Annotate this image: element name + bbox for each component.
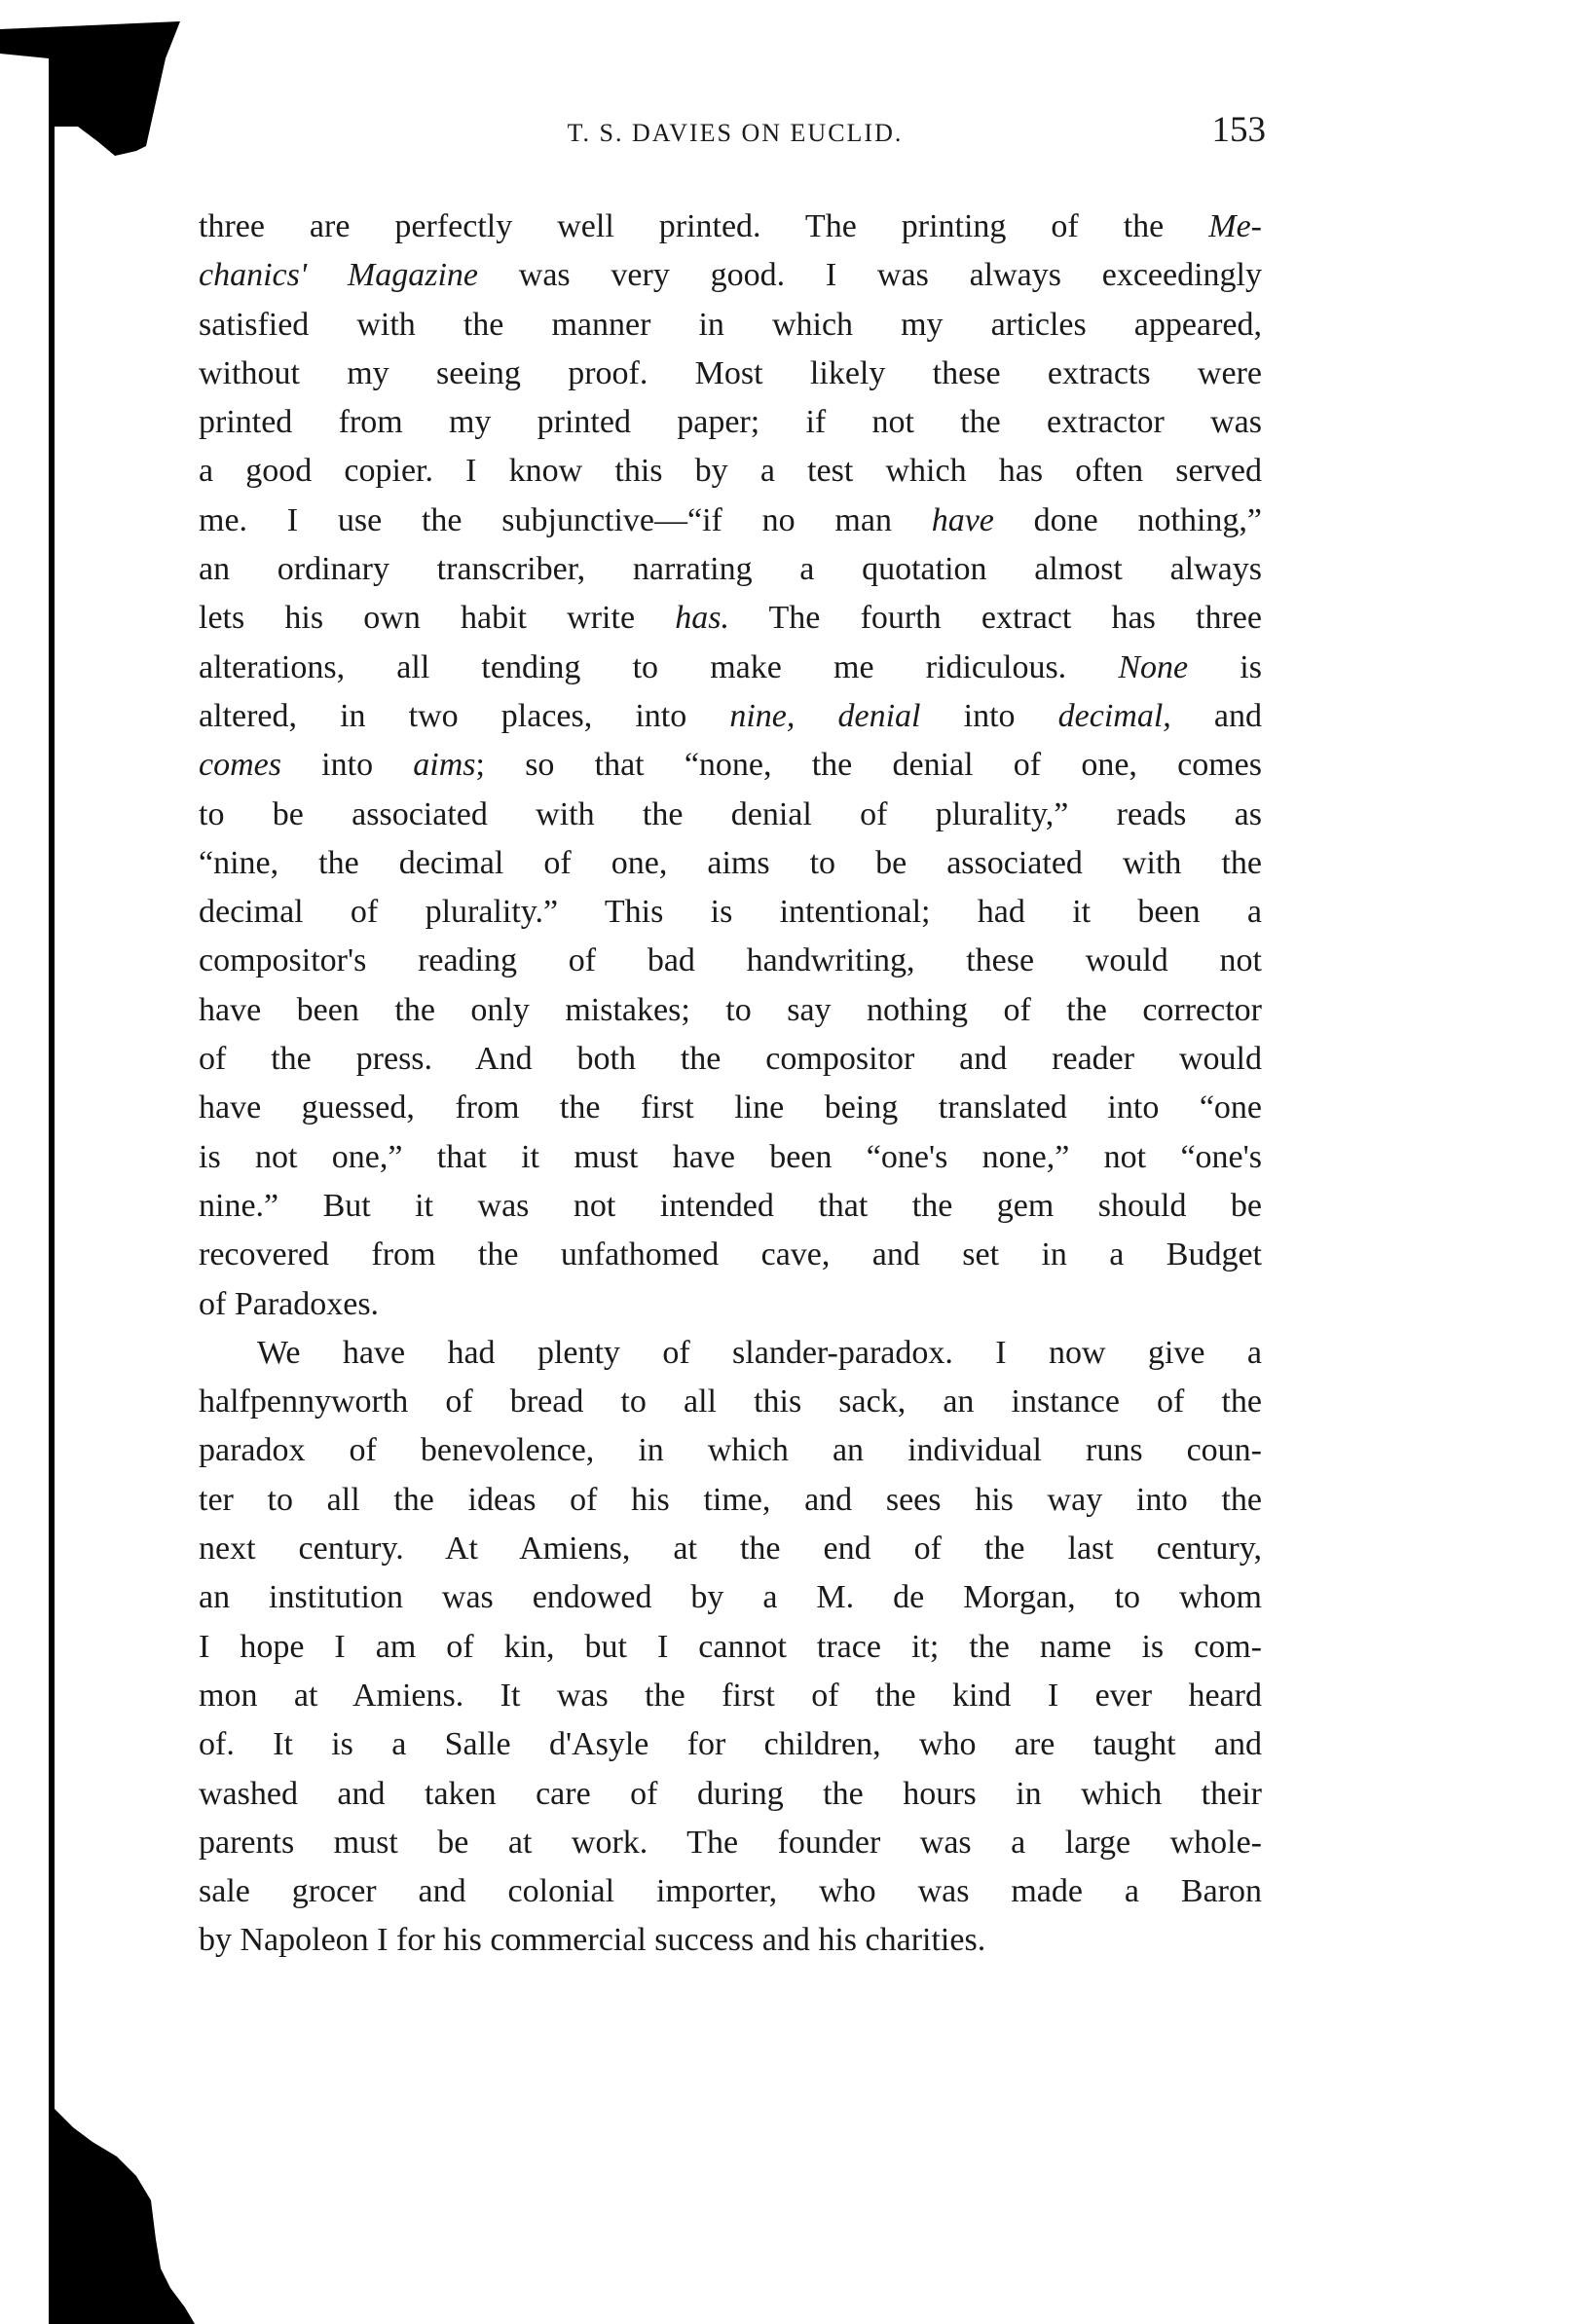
text-line bbox=[199, 986, 1262, 1035]
text-segment: me. I use the subjunctive—“if no man bbox=[199, 501, 932, 538]
running-title: T. S. DAVIES ON EUCLID. bbox=[567, 119, 904, 147]
text-segment: We have had plenty of slander-paradox. I now give a bbox=[257, 1334, 1262, 1371]
text-segment: of. It is a Salle d'Asyle for children, who are taught and bbox=[199, 1726, 1262, 1763]
text-segment: The fourth extract has three bbox=[728, 600, 1262, 637]
text-segment: printed from my printed paper; if not the extractor was bbox=[199, 404, 1262, 441]
text-line bbox=[199, 1672, 1262, 1720]
text-segment: mon at Amiens. It was the first of the kind I ever heard bbox=[199, 1677, 1262, 1714]
text-line bbox=[199, 594, 1262, 643]
text-segment: by Napoleon I for his commercial success and his charities. bbox=[199, 1922, 986, 1959]
text-segment: nine.” But it was not intended that the gem should be bbox=[199, 1187, 1262, 1224]
text-line bbox=[199, 1770, 1262, 1819]
text-segment: to be associated with the denial of plurality,” reads as bbox=[199, 795, 1262, 832]
text-line bbox=[199, 1035, 1262, 1084]
text-segment: and bbox=[1170, 697, 1262, 734]
italic-text: Me- bbox=[1208, 208, 1262, 244]
text-line bbox=[199, 1525, 1262, 1573]
text-line bbox=[199, 1867, 1262, 1916]
text-line bbox=[199, 1231, 1262, 1279]
page-number: 153 bbox=[1211, 110, 1266, 150]
italic-text: decimal, bbox=[1057, 697, 1171, 734]
text-line bbox=[199, 398, 1262, 447]
text-segment: washed and taken care of during the hours in which their bbox=[199, 1775, 1262, 1812]
italic-text: nine, denial bbox=[729, 697, 921, 734]
text-segment: alterations, all tending to make me ridiculous. bbox=[199, 648, 1119, 685]
text-segment: paradox of benevolence, in which an individual runs coun- bbox=[199, 1432, 1262, 1469]
text-line bbox=[199, 1182, 1262, 1231]
text-line bbox=[199, 888, 1262, 937]
text-segment: altered, in two places, into bbox=[199, 697, 730, 734]
text-line bbox=[199, 791, 1262, 839]
text-line bbox=[199, 1916, 1262, 1965]
text-line bbox=[199, 1573, 1262, 1622]
text-segment: an institution was endowed by a M. de Morgan, to whom bbox=[199, 1579, 1262, 1616]
text-line bbox=[199, 545, 1262, 594]
italic-text: aims bbox=[413, 747, 476, 784]
text-segment: “nine, the decimal of one, aims to be associated with the bbox=[199, 844, 1262, 881]
text-segment: lets his own habit write bbox=[199, 600, 676, 637]
binding-edge-line bbox=[49, 117, 55, 2324]
text-segment: without my seeing proof. Most likely these extracts were bbox=[199, 354, 1262, 391]
binding-shadow bbox=[0, 0, 195, 2324]
text-segment: next century. At Amiens, at the end of the last century, bbox=[199, 1531, 1262, 1568]
text-line bbox=[199, 692, 1262, 741]
text-segment: done nothing,” bbox=[993, 501, 1262, 538]
text-segment: three are perfectly well printed. The printing of the bbox=[199, 208, 1209, 244]
text-line bbox=[199, 1280, 1262, 1329]
text-line bbox=[199, 251, 1262, 300]
text-line bbox=[199, 644, 1262, 692]
text-segment: sale grocer and colonial importer, who was made a Baron bbox=[199, 1873, 1262, 1910]
binding-blot-bottom bbox=[49, 2103, 195, 2324]
italic-text: comes bbox=[199, 747, 281, 784]
text-segment: of Paradoxes. bbox=[199, 1285, 380, 1322]
italic-text: chanics' Magazine bbox=[199, 257, 478, 294]
text-segment: of the press. And both the compositor and reader would bbox=[199, 1041, 1262, 1078]
text-segment: ter to all the ideas of his time, and sees his way into the bbox=[199, 1481, 1262, 1518]
text-line bbox=[199, 1329, 1262, 1378]
text-line bbox=[199, 1819, 1262, 1867]
text-segment: parents must be at work. The founder was a large whole- bbox=[199, 1824, 1262, 1861]
text-segment: have guessed, from the first line being translated into “one bbox=[199, 1089, 1262, 1126]
text-segment: was very good. I was always exceedingly bbox=[478, 257, 1263, 294]
text-segment: a good copier. I know this by a test which has often served bbox=[199, 453, 1262, 490]
text-line bbox=[199, 497, 1262, 545]
text-line bbox=[199, 1426, 1262, 1475]
text-segment: is not one,” that it must have been “one's none,” not “one's bbox=[199, 1138, 1262, 1175]
text-segment: an ordinary transcriber, narrating a quotation almost always bbox=[199, 551, 1262, 588]
italic-text: None bbox=[1118, 648, 1189, 685]
text-segment: ; so that “none, the denial of one, comes bbox=[475, 747, 1262, 784]
text-line bbox=[199, 741, 1262, 790]
text-line bbox=[199, 839, 1262, 888]
text-segment: into bbox=[920, 697, 1058, 734]
text-line bbox=[199, 350, 1262, 398]
text-line bbox=[199, 301, 1262, 350]
text-line bbox=[199, 1084, 1262, 1132]
body-text bbox=[199, 203, 1262, 1966]
text-segment: into bbox=[280, 747, 414, 784]
text-line bbox=[199, 1720, 1262, 1769]
text-segment: is bbox=[1188, 648, 1262, 685]
text-line bbox=[199, 1623, 1262, 1672]
text-segment: decimal of plurality.” This is intentional; had it been a bbox=[199, 894, 1262, 931]
text-segment: recovered from the unfathomed cave, and set in a Budget bbox=[199, 1236, 1262, 1273]
text-line bbox=[199, 203, 1262, 251]
text-line bbox=[199, 1378, 1262, 1426]
italic-text: has. bbox=[675, 600, 729, 637]
text-line bbox=[199, 447, 1262, 496]
page-header bbox=[0, 109, 1592, 158]
text-segment: have been the only mistakes; to say nothing of the corrector bbox=[199, 991, 1262, 1028]
text-line bbox=[199, 937, 1262, 985]
italic-text: have bbox=[931, 501, 994, 538]
text-line bbox=[199, 1133, 1262, 1182]
text-segment: halfpennyworth of bread to all this sack, an instance of the bbox=[199, 1383, 1262, 1420]
text-segment: satisfied with the manner in which my articles appeared, bbox=[199, 306, 1262, 343]
text-segment: I hope I am of kin, but I cannot trace it; the name is com- bbox=[199, 1628, 1262, 1665]
text-line bbox=[199, 1476, 1262, 1525]
text-segment: compositor's reading of bad handwriting, these would not bbox=[199, 942, 1262, 979]
